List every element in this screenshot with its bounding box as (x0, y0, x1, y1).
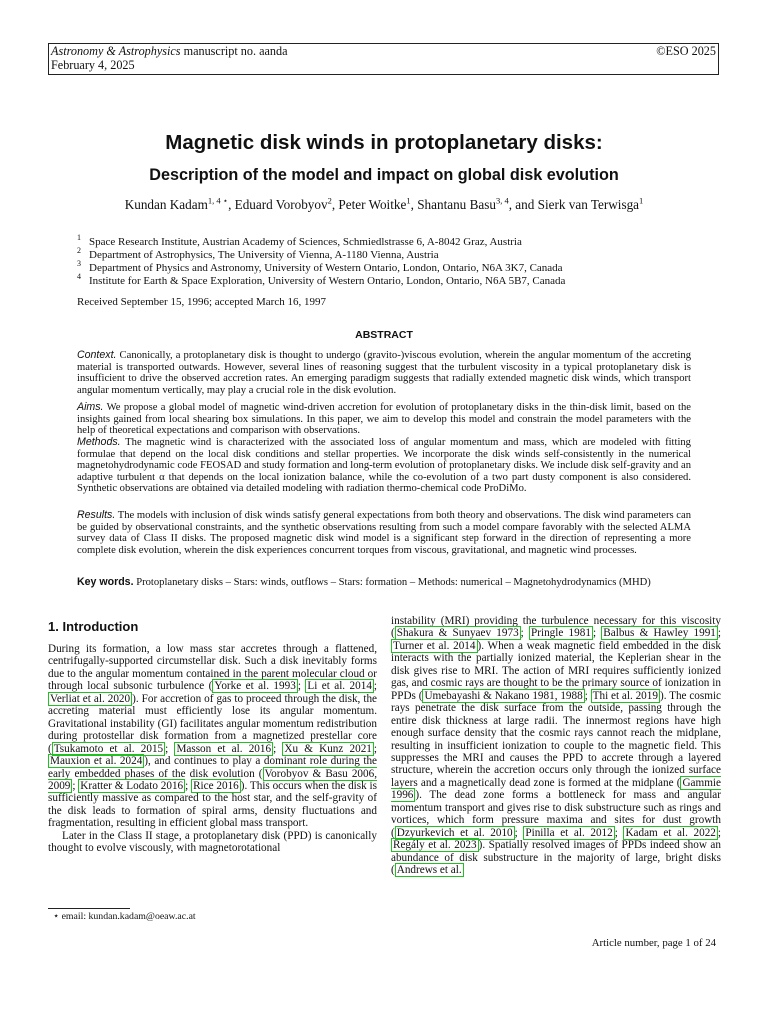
citation-link[interactable]: Tsukamoto et al. 2015 (53, 742, 164, 755)
author: Sierk van Terwisga (537, 197, 640, 212)
author: Eduard Vorobyov (234, 197, 328, 212)
author-list: Kundan Kadam$^{1, 4 ⋆}$, Eduard Vorobyov$^2$, Peter Woitke$^1$, Shantanu Basu$^{3, 4}$, and Sierk van Terwisga$^1$ (124, 195, 644, 212)
citation-link[interactable]: Thi et al. 2019 (592, 689, 658, 702)
keywords: Key words. Protoplanetary disks – Stars: winds, outflows – Stars: formation – Methods: numerical – Magnetohydrodynamics (MHD) (77, 576, 651, 588)
footnote-rule (48, 908, 130, 909)
author: Peter Woitke (338, 197, 407, 212)
abstract-results: Results. The models with inclusion of disk winds satisfy general expectations from both theory and observations. The disk wind parameters can be guided by observational constraints, and the synthetic observations resulting from such a model compare favorably with the selected ALMA survey data of Class II disks. The proposed magnetic disk wind model is a significant step forward in the direction of representing a more complete disk evolution, wherein the disk experiences concurrent torques from viscous, gravitational, and magnetic wind processes. (77, 509, 691, 556)
citation-link[interactable]: Balbus & Hawley 1991 (603, 627, 716, 640)
received-dates: Received September 15, 1996; accepted March 16, 1997 (77, 296, 326, 308)
abstract-aims: Aims. We propose a global model of magnetic wind-driven accretion for evolution of protoplanetary disks in the thin-disk limit, based on the insights gained from local shearing box simulations. In this paper, we aim to develop this model and constrain the model parameters with the help of theoretical expectations and comparison with observations. (77, 401, 691, 437)
author: Shantanu Basu (417, 197, 496, 212)
citation-link[interactable]: Kratter & Lodato 2016 (80, 779, 184, 792)
footnote: ⋆ email: kundan.kadam@oeaw.ac.at (53, 911, 196, 922)
citation-link[interactable]: Yorke et al. 1993 (214, 680, 296, 693)
citation-link[interactable]: Pringle 1981 (531, 627, 591, 640)
citation-link[interactable]: Vorobyov & Basu 2006, 2009 (48, 767, 377, 792)
section-heading: 1. Introduction (48, 619, 139, 634)
column-right: instability (MRI) providing the turbulence necessary for this viscosity ( Shakura & Sunyaev 1973 ; Pringle 1981 ; Balbus & Hawley 1991 ; Turner et al. 2014 ). When a weak magnetic field embedded in the disk interacts with the partially ionized material, the Keplerian shear in the disk gives rise to MRI. The action of MRI requires sufficiently ionized gas, and cosmic rays are thought to be the primary source of ionization in PPDs ( Umebayashi & Nakano 1981, 1988 ; Thi et al. 2019 ). The cosmic rays penetrate the disk surface from the outside, passing through the entire disk thickness at large radii. The innermost regions have high enough surface density that the cosmic rays cannot reach the midplane, resulting in insufficient ionization to couple to the magnetic field. This suppresses the MRI and causes the PPD to accrete through a layered structure, wherein the accretion occurs only through the ionized surface layers and a magnetically dead zone is formed at the midplane ( Gammie 1996 ). The dead zone forms a bottleneck for mass and angular momentum transport and gives rise to disk substructure such as rings and vortices, which form pressure maxima and sites for dust growth ( Dzyurkevich et al. 2010 ; Pinilla et al. 2012 ; Kadam et al. 2022 ; Regály et al. 2023 ). Spatially resolved images of PPDs indeed show an abundance of disk substructure in the majority of large, bright disks ( Andrews et al. (391, 615, 722, 877)
author: Kundan Kadam (124, 197, 208, 212)
date-line: February 4, 2025 (51, 58, 135, 72)
abstract-heading: ABSTRACT (355, 329, 413, 341)
citation-link[interactable]: Li et al. 2014 (307, 680, 372, 693)
paper-subtitle: Description of the model and impact on global disk evolution (149, 166, 619, 184)
citation-link[interactable]: Xu & Kunz 2021 (284, 742, 372, 755)
citation-link[interactable]: Regály et al. 2023 (393, 839, 477, 852)
citation-link[interactable]: Masson et al. 2016 (176, 742, 272, 755)
citation-link[interactable]: Pinilla et al. 2012 (525, 826, 613, 839)
journal-line: Astronomy & Astrophysics manuscript no. aanda (51, 44, 288, 58)
citation-link[interactable]: Kadam et al. 2022 (625, 826, 716, 839)
citation-link[interactable]: Umebayashi & Nakano 1981, 1988 (424, 689, 583, 702)
citation-link[interactable]: Verliat et al. 2020 (50, 692, 131, 705)
column-left: During its formation, a low mass star accretes through a flattened, centrifugally-supported circumstellar disk. Such a disk inevitably forms due to the angular momentum contained in the parent molecular cloud or through local subsonic turbulence ( Yorke et al. 1993 ; Li et al. 2014 ; Verliat et al. 2020 ). For accretion of gas to proceed through the disk, the accreting material must efficiently lose its angular momentum. Gravitational instability (GI) facilitates angular momentum redistribution during protostellar disk formation from a magnetized prestellar core ( Tsukamoto et al. 2015 ; Masson et al. 2016 ; Xu & Kunz 2021 ; Mauxion et al. 2024 ), and continues to play a dominant role during the early embedded phases of the disk evolution ( Vorobyov & Basu 2006, 2009 ; Kratter & Lodato 2016 ; Rice 2016 ). This occurs when the disk is sufficiently massive as compared to the host star, and the self-gravity of the disk leads to formation of spiral arms, density fluctuations and fragmentation, resulting in efficient global mass transport. Later in the Class II stage, a protoplanetary disk (PPD) is canonically thought to evolve viscously, with magnetorotational (48, 643, 378, 855)
abstract-methods: Methods. The magnetic wind is characterized with the associated loss of angular momentum and mass, which are modeled with fitting formulae that depend on the local disk conditions and stellar properties. We incorporate the disk winds self-consistently in the numerical magnetohydrodynamic code FEOSAD and study formation and long-term evolution of protoplanetary disks. We include disk self-gravity and an adaptive turbulent α that depends on the local ionization balance, while the co-evolution of a two part dusty component is also considered. Synthetic observations are obtained via detailed modeling with radiation thermo-chemical code ProDiMo. (77, 436, 691, 495)
citation-link[interactable]: Gammie 1996 (391, 776, 721, 802)
citation-link[interactable]: Rice 2016 (193, 779, 239, 792)
paper-title: Magnetic disk winds in protoplanetary disks: (165, 131, 603, 154)
citation-link[interactable]: Andrews et al. (396, 864, 462, 877)
copyright: ©ESO 2025 (656, 44, 716, 58)
citation-link[interactable]: Shakura & Sunyaev 1973 (396, 627, 519, 640)
abstract-context: Context. Canonically, a protoplanetary disk is thought to undergo (gravito-)viscous evolution, wherein the angular momentum of the accreting material is transported outwards. However, several lines of reasoning suggest that the turbulent viscosity in a typical protoplanetary disk is insufficient to drive the observed accretion rates. An emerging paradigm suggests that radially extended magnetic disk winds, which transport angular momentum vertically, may play a crucial role in the disk evolution. (77, 349, 692, 396)
citation-link[interactable]: Mauxion et al. 2024 (50, 755, 143, 768)
page-number: Article number, page 1 of 24 (591, 937, 716, 949)
citation-link[interactable]: Dzyurkevich et al. 2010 (396, 826, 513, 839)
citation-link[interactable]: Turner et al. 2014 (393, 639, 476, 652)
